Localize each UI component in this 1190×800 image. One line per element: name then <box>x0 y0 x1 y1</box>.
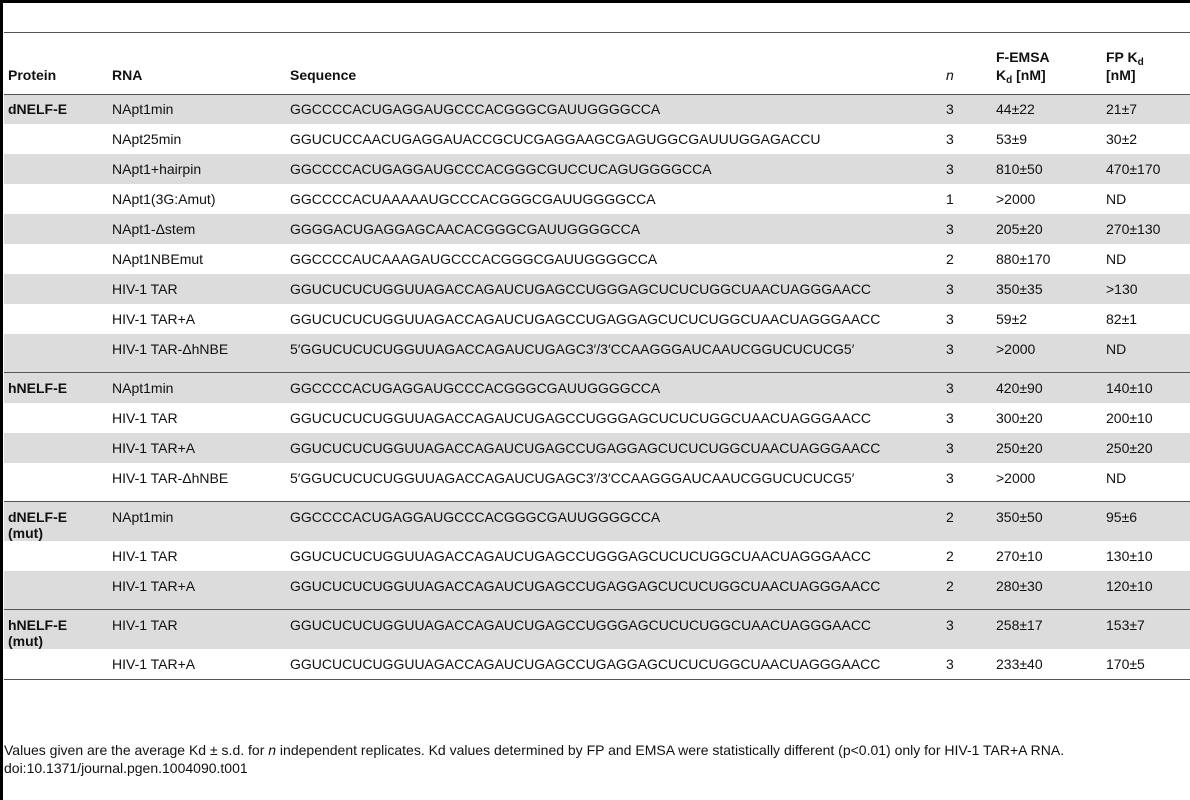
femsa-kd-cell: 53±9 <box>996 131 1028 147</box>
replicates-cell: 3 <box>942 610 992 649</box>
fp-kd-cell: 170±5 <box>1106 656 1145 672</box>
replicates-cell: 3 <box>946 410 954 426</box>
table-row <box>4 571 1190 601</box>
rna-cell: NApt1NBEmut <box>112 251 204 267</box>
protein-cell <box>4 463 108 493</box>
rna-cell: HIV-1 TAR <box>112 410 178 426</box>
table-bottom-rule <box>4 679 1190 680</box>
fp-kd-cell: 30±2 <box>1106 131 1138 147</box>
spacer-cell <box>286 364 942 372</box>
header-bottom-rule <box>4 94 1190 95</box>
femsa-kd-cell: 350±50 <box>992 502 1102 541</box>
spacer-cell <box>286 601 942 609</box>
header-femsa-kd <box>992 33 1102 94</box>
replicates-cell: 2 <box>946 548 954 564</box>
top-border-rule <box>0 0 1190 3</box>
protein-cell <box>4 649 108 679</box>
replicates-cell: 2 <box>946 251 954 267</box>
sequence-cell: GGCCCCACUGAGGAUGCCCACGGGCGAUUGGGGCCA <box>286 94 942 124</box>
femsa-kd-cell: 300±20 <box>996 410 1043 426</box>
protein-cell <box>4 244 108 274</box>
table-row <box>4 541 1190 571</box>
fp-kd-cell: 140±10 <box>1102 373 1190 403</box>
fp-kd-cell: >130 <box>1102 274 1190 304</box>
replicates-cell: 2 <box>942 571 992 601</box>
sequence-cell: GGCCCCACUGAGGAUGCCCACGGGCGAUUGGGGCCA <box>286 373 942 403</box>
femsa-kd-cell: >2000 <box>992 334 1102 364</box>
rna-cell: HIV-1 TAR+A <box>108 571 286 601</box>
fp-kd-cell: 250±20 <box>1102 433 1190 463</box>
table-row <box>4 610 1190 649</box>
header-fp-kd <box>1102 33 1190 94</box>
femsa-kd-cell: 880±170 <box>996 251 1051 267</box>
table-body <box>4 94 1190 679</box>
replicates-cell: 2 <box>942 502 992 541</box>
fp-kd-cell: 153±7 <box>1102 610 1190 649</box>
table-header <box>4 33 1190 94</box>
spacer-cell <box>992 493 1102 501</box>
rna-cell: NApt1(3G:Amut) <box>112 191 216 207</box>
table-row <box>4 154 1190 184</box>
rna-cell: HIV-1 TAR+A <box>112 656 196 672</box>
femsa-kd-cell: 233±40 <box>996 656 1043 672</box>
table-row <box>4 94 1190 124</box>
fp-kd-cell: 95±6 <box>1102 502 1190 541</box>
protein-cell <box>4 304 108 334</box>
fp-kd-cell: 120±10 <box>1102 571 1190 601</box>
rna-cell: HIV-1 TAR+A <box>112 311 196 327</box>
sequence-cell: GGUCUCUCUGGUUAGACCAGAUCUGAGCCUGGGAGCUCUCUGGCUAACUAGGGAACC <box>290 410 872 426</box>
header-n: n <box>946 67 954 83</box>
femsa-kd-cell: 420±90 <box>992 373 1102 403</box>
spacer-cell <box>942 364 992 372</box>
protein-cell: hNELF-E <box>4 373 108 403</box>
sequence-cell: 5′GGUCUCUCUGGUUAGACCAGAUCUGAGC3′/3′CCAAGGGAUCAAUCGGUCUCUCG5′ <box>286 334 942 364</box>
group-spacer <box>4 493 1190 501</box>
fp-kd-cell: 270±130 <box>1102 214 1190 244</box>
rna-cell: HIV-1 TAR-ΔhNBE <box>112 470 229 486</box>
header-sequence: Sequence <box>290 67 357 83</box>
protein-cell: hNELF-E (mut) <box>4 610 108 649</box>
replicates-cell: 3 <box>942 334 992 364</box>
sequence-cell: GGUCUCUCUGGUUAGACCAGAUCUGAGCCUGAGGAGCUCUCUGGCUAACUAGGGAACC <box>286 433 942 463</box>
fp-kd-cell: 130±10 <box>1106 548 1153 564</box>
table-row <box>4 502 1190 541</box>
table-row <box>4 649 1190 679</box>
sequence-cell: GGCCCCACUGAGGAUGCCCACGGGCGUCCUCAGUGGGGCCA <box>286 154 942 184</box>
protein-cell: dNELF-E (mut) <box>4 502 108 541</box>
rna-cell: HIV-1 TAR <box>108 274 286 304</box>
spacer-cell <box>108 364 286 372</box>
replicates-cell: 3 <box>942 373 992 403</box>
femsa-kd-cell: 270±10 <box>996 548 1043 564</box>
rna-cell: HIV-1 TAR-ΔhNBE <box>108 334 286 364</box>
group-spacer <box>4 601 1190 609</box>
table-row <box>4 373 1190 403</box>
header-fp-line2: [nM] <box>1106 67 1136 83</box>
sequence-cell: GGUCUCUCUGGUUAGACCAGAUCUGAGCCUGAGGAGCUCUCUGGCUAACUAGGGAACC <box>290 311 881 327</box>
rna-cell: NApt1-Δstem <box>108 214 286 244</box>
femsa-kd-cell: 59±2 <box>996 311 1028 327</box>
sequence-cell: GGCCCCAUCAAAGAUGCCCACGGGCGAUUGGGGCCA <box>290 251 658 267</box>
fp-kd-cell: ND <box>1102 334 1190 364</box>
spacer-cell <box>992 601 1102 609</box>
protein-cell <box>4 154 108 184</box>
table-row <box>4 403 1190 433</box>
protein-cell <box>4 184 108 214</box>
spacer-cell <box>942 493 992 501</box>
table-row <box>4 304 1190 334</box>
sequence-cell: GGCCCCACUGAGGAUGCCCACGGGCGAUUGGGGCCA <box>286 502 942 541</box>
header-rna: RNA <box>112 67 143 83</box>
replicates-cell: 3 <box>946 656 954 672</box>
sequence-cell: GGUCUCUCUGGUUAGACCAGAUCUGAGCCUGGGAGCUCUCUGGCUAACUAGGGAACC <box>286 610 942 649</box>
rna-cell: HIV-1 TAR <box>108 610 286 649</box>
femsa-kd-cell: 258±17 <box>992 610 1102 649</box>
replicates-cell: 3 <box>942 94 992 124</box>
spacer-cell <box>286 493 942 501</box>
table-row <box>4 124 1190 154</box>
spacer-cell <box>4 601 108 609</box>
fp-kd-cell: ND <box>1106 470 1127 486</box>
protein-cell <box>4 571 108 601</box>
protein-cell <box>4 433 108 463</box>
protein-cell <box>4 124 108 154</box>
sequence-cell: 5′GGUCUCUCUGGUUAGACCAGAUCUGAGC3′/3′CCAAGGGAUCAAUCGGUCUCUCG5′ <box>290 470 855 486</box>
femsa-kd-cell: 350±35 <box>992 274 1102 304</box>
protein-cell <box>4 403 108 433</box>
protein-cell <box>4 541 108 571</box>
spacer-cell <box>4 493 108 501</box>
spacer-cell <box>1102 601 1190 609</box>
sequence-cell: GGUCUCUCUGGUUAGACCAGAUCUGAGCCUGAGGAGCUCUCUGGCUAACUAGGGAACC <box>290 656 881 672</box>
fp-kd-cell: ND <box>1106 191 1127 207</box>
table-footnote <box>4 741 1187 777</box>
femsa-kd-cell: 810±50 <box>992 154 1102 184</box>
header-femsa-line1: F-EMSA <box>996 49 1050 65</box>
protein-cell <box>4 274 108 304</box>
sequence-cell: GGUCUCUCUGGUUAGACCAGAUCUGAGCCUGGGAGCUCUCUGGCUAACUAGGGAACC <box>290 548 872 564</box>
footnote-text <box>4 741 1187 759</box>
protein-cell <box>4 214 108 244</box>
spacer-cell <box>942 601 992 609</box>
rna-cell: HIV-1 TAR <box>112 548 178 564</box>
spacer-cell <box>108 601 286 609</box>
header-femsa-line2: $K_d$ [nM] <box>996 67 1046 86</box>
replicates-cell: 3 <box>942 433 992 463</box>
sequence-cell: GGUCUCUCUGGUUAGACCAGAUCUGAGCCUGAGGAGCUCUCUGGCUAACUAGGGAACC <box>286 571 942 601</box>
footnote-part-1: Values given are the average Kd ± s.d. for <box>4 742 269 758</box>
rna-cell: NApt1min <box>108 94 286 124</box>
rna-cell: NApt25min <box>112 131 182 147</box>
replicates-cell: 3 <box>946 311 954 327</box>
replicates-cell: 3 <box>942 214 992 244</box>
spacer-cell <box>992 364 1102 372</box>
spacer-cell <box>4 364 108 372</box>
sequence-cell: GGGGACUGAGGAGCAACACGGGCGAUUGGGGCCA <box>286 214 942 244</box>
fp-kd-cell: 470±170 <box>1102 154 1190 184</box>
spacer-cell <box>108 493 286 501</box>
protein-cell: dNELF-E <box>4 94 108 124</box>
fp-kd-cell: 21±7 <box>1102 94 1190 124</box>
footnote-n: n <box>268 742 277 758</box>
replicates-cell: 1 <box>946 191 954 207</box>
fp-kd-cell: 82±1 <box>1106 311 1138 327</box>
femsa-kd-cell: 250±20 <box>992 433 1102 463</box>
femsa-kd-cell: >2000 <box>996 191 1036 207</box>
table-row <box>4 214 1190 244</box>
rna-cell: NApt1+hairpin <box>108 154 286 184</box>
femsa-kd-cell: >2000 <box>996 470 1036 486</box>
femsa-kd-cell: 205±20 <box>992 214 1102 244</box>
table-row <box>4 463 1190 493</box>
sequence-cell: GGCCCCACUAAAAAUGCCCACGGGCGAUUGGGGCCA <box>290 191 656 207</box>
header-top-rule <box>4 32 1190 33</box>
rna-cell: NApt1min <box>108 502 286 541</box>
replicates-cell: 3 <box>942 154 992 184</box>
protein-cell <box>4 334 108 364</box>
replicates-cell: 3 <box>942 274 992 304</box>
fp-kd-cell: 200±10 <box>1106 410 1153 426</box>
replicates-cell: 3 <box>946 131 954 147</box>
femsa-kd-cell: 44±22 <box>992 94 1102 124</box>
spacer-cell <box>1102 364 1190 372</box>
table-row <box>4 184 1190 214</box>
group-spacer <box>4 364 1190 372</box>
header-protein: Protein <box>8 67 57 83</box>
spacer-cell <box>1102 493 1190 501</box>
footnote-part-2: independent replicates. Kd values determined by FP and EMSA were statistically different (p<0.01) only for HIV-1 TAR+A RNA. <box>276 742 1065 758</box>
header-fp-line1: FP $K_d$ <box>1106 49 1144 68</box>
binding-affinity-table <box>4 33 1190 679</box>
sequence-cell: GGUCUCCAACUGAGGAUACCGCUCGAGGAAGCGAGUGGCGAUUUGGAGACCU <box>290 131 821 147</box>
doi-text: doi:10.1371/journal.pgen.1004090.t001 <box>4 760 248 776</box>
femsa-kd-cell: 280±30 <box>992 571 1102 601</box>
replicates-cell: 3 <box>946 470 954 486</box>
sequence-cell: GGUCUCUCUGGUUAGACCAGAUCUGAGCCUGGGAGCUCUCUGGCUAACUAGGGAACC <box>286 274 942 304</box>
table-row <box>4 244 1190 274</box>
left-border-rule <box>0 0 3 800</box>
table-row <box>4 274 1190 304</box>
table-row <box>4 334 1190 364</box>
table-row <box>4 433 1190 463</box>
rna-cell: NApt1min <box>108 373 286 403</box>
fp-kd-cell: ND <box>1106 251 1127 267</box>
rna-cell: HIV-1 TAR+A <box>108 433 286 463</box>
